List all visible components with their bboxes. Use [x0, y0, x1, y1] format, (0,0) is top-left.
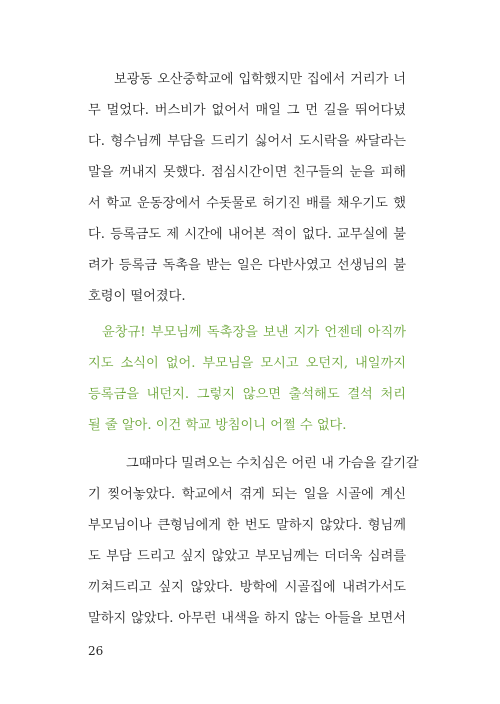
text-line: 말하지 않았다. 아무런 내색을 하지 않는 아들을 보면서 — [88, 611, 406, 626]
paragraph-school-hardship — [88, 64, 406, 312]
text-line: 끼쳐드리고 싶지 않았다. 방학에 시골집에 내려가서도 — [88, 580, 406, 595]
quote-line: 윤창규! 부모님께 독촉장을 보낸 지가 언젠데 아직까 — [102, 325, 406, 340]
text-line: 려가 등록금 독촉을 받는 일은 다반사였고 선생님의 불 — [88, 258, 406, 273]
paragraph-shame — [88, 448, 419, 634]
text-line: 호령이 떨어졌다. — [88, 289, 186, 304]
text-line: 무 멀었다. 버스비가 없어서 매일 그 먼 길을 뛰어다녔 — [88, 103, 406, 118]
text-line: 부모님이나 큰형님에게 한 번도 말하지 않았다. 형님께 — [88, 518, 406, 533]
text-line: 기 찢어놓았다. 학교에서 겪게 되는 일을 시골에 계신 — [88, 487, 406, 502]
text-line: 다. 형수님께 부담을 드리기 싫어서 도시락을 싸달라는 — [88, 134, 406, 149]
text-line: 다. 등록금도 제 시간에 내어본 적이 없다. 교무실에 불 — [88, 227, 406, 242]
page-number: 26 — [88, 644, 104, 658]
quote-teacher-speech — [88, 317, 406, 441]
quote-line: 지도 소식이 없어. 부모님을 모시고 오던지, 내일까지 — [88, 356, 406, 371]
text-line: 그때마다 밀려오는 수치심은 어린 내 가슴을 갈기갈 — [126, 456, 419, 471]
quote-line: 될 줄 알아. 이건 학교 방침이니 어쩔 수 없다. — [88, 418, 347, 433]
quote-line: 등록금을 내던지. 그렇지 않으면 출석해도 결석 처리 — [88, 387, 406, 402]
text-line: 보광동 오산중학교에 입학했지만 집에서 거리가 너 — [114, 72, 406, 87]
text-line: 서 학교 운동장에서 수돗물로 허기진 배를 채우기도 했 — [88, 196, 406, 211]
text-line: 말을 꺼내지 못했다. 점심시간이면 친구들의 눈을 피해 — [88, 165, 406, 180]
text-line: 도 부담 드리고 싶지 않았고 부모님께는 더더욱 심려를 — [88, 549, 406, 564]
